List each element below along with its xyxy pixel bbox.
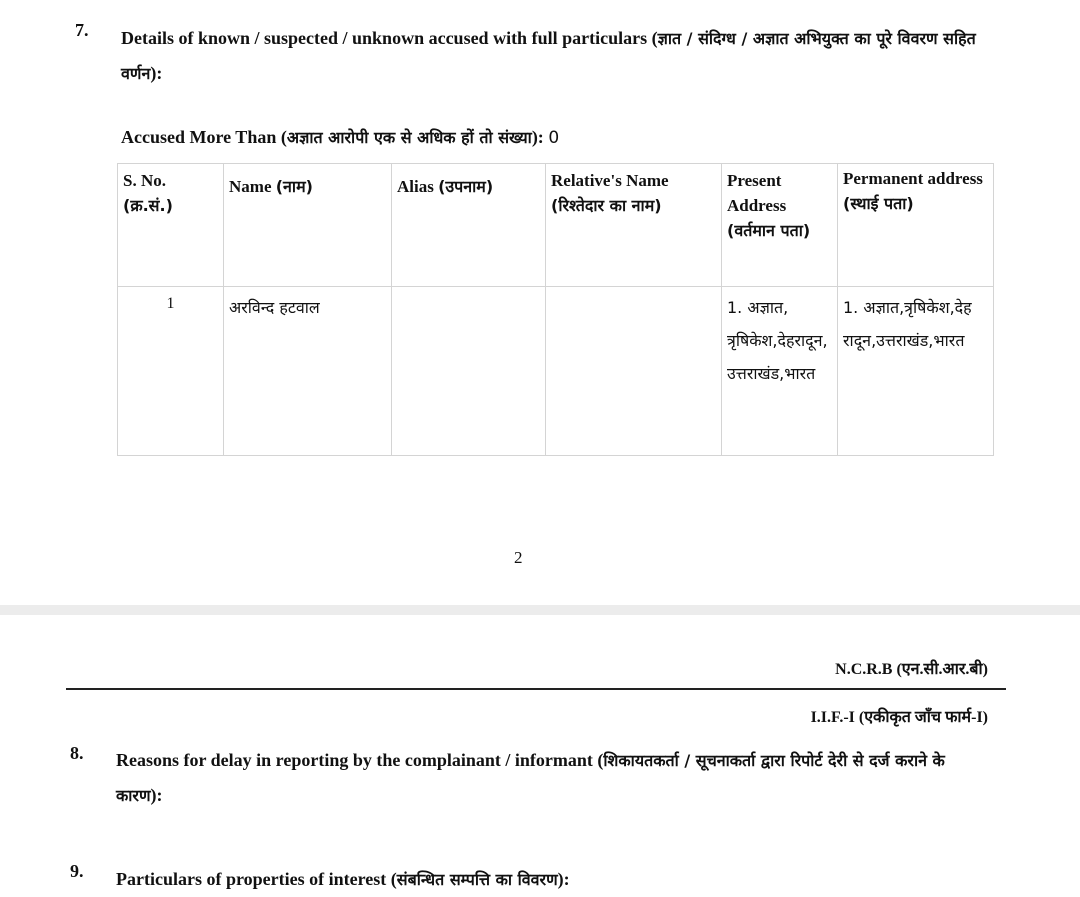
- page-separator: [0, 605, 1080, 615]
- cell-sno: 1: [118, 287, 224, 456]
- accused-more-value: 0: [548, 128, 560, 148]
- cell-permanent-address: 1. अज्ञात,त्रृषिकेश,देहरादून,उत्तराखंड,भारत: [838, 287, 994, 456]
- accused-more-label-en: Accused More Than (: [121, 127, 287, 147]
- section-8-number: 8.: [70, 743, 84, 763]
- section-8-heading: [116, 743, 996, 813]
- cell-alias: [392, 287, 546, 456]
- accused-table-header-row: [118, 164, 994, 287]
- cell-present-address: 1. अज्ञात,त्रृषिकेश,देहरादून,उत्तराखंड,भारत: [722, 287, 838, 456]
- accused-more-than-line: [121, 120, 559, 155]
- cell-relative: [546, 287, 722, 456]
- col-header-relative-en: Relative's Name: [551, 171, 669, 190]
- section-9-number: 9.: [70, 861, 84, 881]
- section-7-heading: [121, 21, 1001, 91]
- col-header-sno: [118, 164, 224, 287]
- col-header-present-hi: (वर्तमान पता): [727, 221, 811, 240]
- document-page-2: [0, 615, 1080, 887]
- col-header-sno-en: S. No.: [123, 171, 166, 190]
- section-7-heading-hi: ज्ञात / संदिग्ध / अज्ञात अभियुक्त का पूरे विवरण सहित वर्णन: [121, 29, 976, 83]
- section-8-heading-close: ):: [150, 785, 163, 805]
- section-7-heading-close: ):: [150, 63, 163, 83]
- header-iif: I.I.F.-I (एकीकृत जाँच फार्म-I): [810, 709, 988, 726]
- col-header-name-en: Name: [229, 177, 272, 196]
- section-8-heading-hi: शिकायतकर्ता / सूचनाकर्ता द्वारा रिपोर्ट देरी से दर्ज कराने के कारण: [116, 751, 945, 805]
- section-9-heading: [116, 862, 996, 897]
- section-9-heading-close: ):: [557, 869, 570, 889]
- col-header-alias-en: Alias: [397, 177, 434, 196]
- section-7-number: 7.: [75, 20, 89, 40]
- col-header-alias-hi: (उपनाम): [438, 177, 494, 196]
- accused-table: [117, 163, 994, 456]
- col-header-permanent-hi: (स्थाई पता): [843, 194, 914, 213]
- section-8-heading-en: Reasons for delay in reporting by the complainant / informant (: [116, 750, 604, 770]
- col-header-name: [224, 164, 392, 287]
- col-header-permanent-en: Permanent address: [843, 169, 983, 188]
- header-ncrb: N.C.R.B (एन.सी.आर.बी): [835, 661, 988, 678]
- col-header-alias: [392, 164, 546, 287]
- header-divider: [66, 688, 1006, 690]
- col-header-relative-hi: (रिश्तेदार का नाम): [551, 196, 662, 215]
- col-header-permanent-address: [838, 164, 994, 287]
- section-9-heading-en: Particulars of properties of interest (: [116, 869, 397, 889]
- page-number: 2: [514, 548, 523, 567]
- section-7-heading-en: Details of known / suspected / unknown accused with full particulars (: [121, 28, 658, 48]
- section-9-heading-hi: संबन्धित सम्पत्ति का विवरण: [396, 870, 558, 889]
- col-header-present-en: Present Address: [727, 171, 787, 215]
- cell-name: अरविन्द हटवाल: [224, 287, 392, 456]
- col-header-present-address: [722, 164, 838, 287]
- accused-more-label-close: ):: [531, 127, 544, 147]
- col-header-name-hi: (नाम): [275, 177, 313, 196]
- col-header-sno-hi: (क्र.सं.): [123, 196, 173, 215]
- table-row: [118, 287, 994, 456]
- accused-more-label-hi: अज्ञात आरोपी एक से अधिक हों तो संख्या: [286, 128, 532, 147]
- col-header-relative: [546, 164, 722, 287]
